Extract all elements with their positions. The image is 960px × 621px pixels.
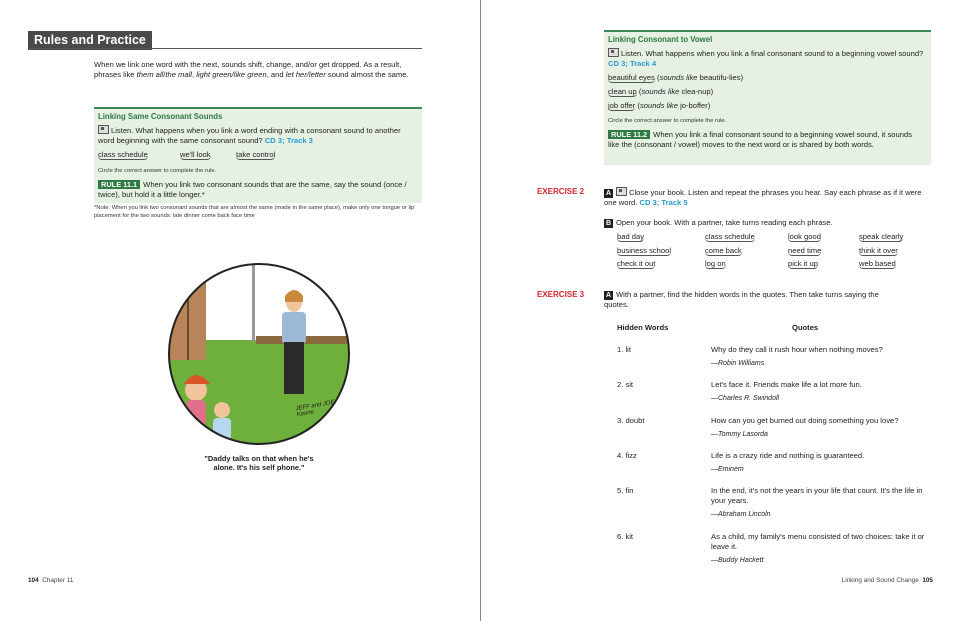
speaker-icon [98,125,109,134]
quote-text: Let's face it. Friends make life a lot more fun. [711,380,862,389]
part-letter: A [605,292,612,299]
phrase-1 [98,150,148,160]
quote-item [711,532,933,566]
page-number: 105 [922,577,933,584]
phrase-text: come back [705,246,742,255]
example-note-pre: ( [635,101,640,110]
rule-text: When you link a final consonant sound to a beginning vowel sound, it sounds like the (consonant / vowel) moves to the next word or is shared by both words. [608,130,912,149]
rule-instruction: Circle the correct answer to complete the rule. [608,118,727,124]
intro-example-2: the mall [165,70,192,79]
example-phrase: beautiful eyes [608,73,655,82]
box-title: Linking Consonant to Vowel [608,35,713,44]
footnote: *Note: When you link two consonant sounds that are almost the same (made in the same place), make only one tongue or lip placement for the two sounds: late dinner come back face time [94,205,415,219]
cartoon-illustration [166,262,352,474]
intro-sep-1: / [163,70,166,79]
quote-text: As a child, my family's menu consisted of two choices: take it or leave it. [711,532,925,551]
sounds-like: sounds like [639,101,678,110]
hidden-word: 3. doubt [617,416,645,425]
intro-text-2: , and [266,70,286,79]
example-note: jo-boffer) [677,101,711,110]
quote-item [711,345,933,369]
listen-text: Listen. What happens when you link a word ending with a consonant sound to another word beginning with the same consonant sound? [98,126,401,145]
listen-instruction [98,125,416,146]
quote-author: —Tommy Lasorda [711,431,768,438]
intro-example-3: light green/like green [196,70,267,79]
quotes-header: Quotes [792,323,819,332]
sounds-like: sounds like [659,73,698,82]
intro-example-1: them all [136,70,164,79]
speaker-icon [608,48,619,57]
phrase-text: take control [236,150,276,159]
quote-item [711,451,933,475]
box-title: Linking Same Consonant Sounds [98,112,223,121]
phrase-2 [180,150,211,160]
section-title: Rules and Practice [28,31,152,50]
quote-author: —Charles R. Swindoll [711,395,780,402]
quote-author: —Buddy Hackett [711,557,764,564]
page-number: 104 [28,577,39,584]
phrase-text: pick it up [788,259,818,268]
hidden-word: 2. sit [617,380,634,389]
phrase-text: class schedule [705,232,755,241]
phrase-3 [236,150,275,160]
phrase-text: bad day [617,232,645,241]
example-1 [608,73,743,83]
phrase-text: think it over [859,246,898,255]
rule-instruction: Circle the correct answer to complete the rule. [98,168,217,174]
cd-track: CD 3; Track 5 [639,198,688,207]
rule-text: When you link two consonant sounds that are the same, say the sound (once / twice), but hold it a little longer.* [98,180,407,199]
intro-example-4: let her/letter [285,70,326,79]
cartoon [166,262,352,474]
part-letter: B [605,220,612,227]
phrase-text: log on [705,259,726,268]
part-b-text: Open your book. With a partner, take turns reading each phrase. [616,218,833,227]
phrase-cell [617,246,671,255]
section-divider [28,48,422,49]
left-footer [28,577,73,584]
right-page [481,0,960,621]
exercise-2-part-b [604,218,931,228]
intro-paragraph [94,60,422,80]
linking-same-consonant-box [94,107,422,203]
quote-author: —Robin Williams [711,360,765,367]
cartoon-caption [166,454,352,472]
exercise-2-part-a [604,187,931,208]
hidden-word: 6. kit [617,532,634,541]
phrase-text: look good [788,232,821,241]
phrase-text: web based [859,259,896,268]
quote-item [711,486,933,520]
listen-text: Listen. What happens when you link a final consonant sound to a beginning vowel sound? [621,49,924,58]
hidden-word: 5. fin [617,486,634,495]
intro-text-1: When we link one word with the next, sounds shift, change, and/or get dropped. As a result, phrases like [94,60,402,79]
cd-track: CD 3; Track 3 [264,136,313,145]
phrase-cell [705,259,726,268]
intro-text-3: sound almost the same. [325,70,409,79]
phrase-cell [859,259,896,268]
phrase-cell [788,259,818,268]
phrase-text: business school [617,246,672,255]
quote-item [711,380,933,404]
phrase-text: need time [788,246,822,255]
phrase-text: class schedule [98,150,148,159]
phrase-text: check it out [617,259,656,268]
speaker-icon [616,187,627,196]
quote-item [711,416,933,440]
exercise-3-label: EXERCISE 3 [537,290,585,299]
phrase-text: speak clearly [859,232,904,241]
exercise-2-label: EXERCISE 2 [537,187,585,196]
example-note-pre: ( [636,87,642,96]
cd-track: CD 3; Track 4 [608,59,657,68]
phrase-cell [788,246,821,255]
chapter-label: Chapter 11 [42,577,74,584]
caption-line-2: alone. It's his self phone." [213,463,305,472]
hidden-word: 1. lit [617,345,631,354]
rule-11-1 [98,180,416,200]
phrase-text: we'll look [180,150,211,159]
part-a-text: Close your book. Listen and repeat the phrases you hear. Say each phrase as if it were one word. [604,188,922,207]
phrase-cell [705,232,755,241]
quote-author: —Eminem [711,466,744,473]
phrase-cell [705,246,742,255]
caption-line-1: "Daddy talks on that when he's [204,454,314,463]
rule-badge: RULE 11.1 [98,180,140,189]
example-phrase: clean up [608,87,637,96]
phrase-cell [859,232,903,241]
part-a-text: With a partner, find the hidden words in the quotes. Then take turns saying the quotes. [604,290,879,309]
rule-11-2 [608,130,924,150]
cartoon-signature: JEFF and JOE Keane [295,399,336,419]
example-3 [608,101,710,111]
example-2 [608,87,713,97]
exercise-3-part-a [604,290,904,310]
example-note: clea-nup) [679,87,714,96]
example-note-pre: ( [654,73,660,82]
rule-badge: RULE 11.2 [608,130,650,139]
listen-instruction [608,48,924,69]
sounds-like: sounds like [641,87,680,96]
intro-sep-2: , [191,70,197,79]
phrase-cell [788,232,821,241]
linking-consonant-vowel-box [604,30,931,165]
example-note: beautifu-lies) [697,73,744,82]
right-footer [842,577,933,584]
quote-text: In the end, it's not the years in your life that count. It's the life in your years. [711,486,923,505]
quote-text: How can you get burned out doing something you love? [711,416,899,425]
chapter-title: Linking and Sound Change [841,577,919,584]
example-phrase: job offer [608,101,636,110]
quote-author: —Abraham Lincoln [711,511,771,518]
phrase-cell [859,246,898,255]
hidden-word: 4. fizz [617,451,637,460]
hidden-words-header: Hidden Words [617,323,669,332]
part-letter: A [605,190,612,197]
phrase-cell [617,259,655,268]
phrase-cell [617,232,644,241]
quote-text: Why do they call it rush hour when nothing moves? [711,345,883,354]
quote-text: Life is a crazy ride and nothing is guaranteed. [711,451,865,460]
